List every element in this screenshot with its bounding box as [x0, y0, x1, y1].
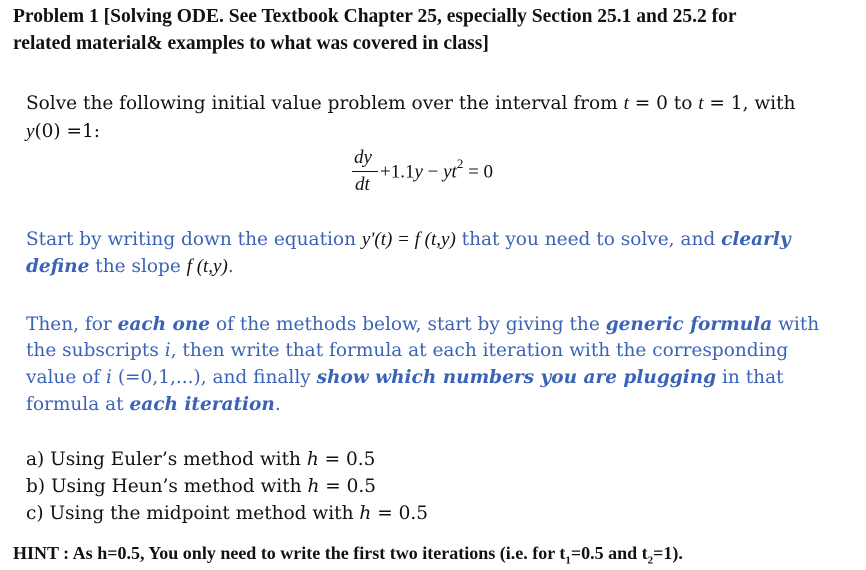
- para2-text-i: formula at: [26, 394, 130, 415]
- fraction-numerator: dy: [354, 147, 372, 168]
- emphasis-each-iteration: each iteration: [129, 394, 275, 415]
- slope-function: f (t,y): [186, 256, 228, 277]
- fraction-denominator: dt: [355, 174, 370, 195]
- eq-exponent: 2: [456, 156, 464, 171]
- eq-minus: −: [422, 161, 444, 183]
- eq-yt: yt: [443, 161, 457, 183]
- method-b-value: = 0.5: [319, 476, 377, 497]
- emphasis-show-numbers: show which numbers you are plugging: [316, 367, 717, 388]
- method-item-a: [26, 449, 375, 470]
- para2-text: Then, for: [26, 314, 118, 335]
- var-h: h: [306, 449, 319, 470]
- method-c-value: = 0.5: [371, 503, 428, 524]
- hint-text-c: =1).: [653, 543, 683, 563]
- emphasis-define: define: [26, 256, 90, 277]
- para2-text-d: the subscripts: [26, 340, 165, 361]
- eq-y: y: [414, 161, 423, 183]
- equation-yprime: y'(t) = f (t,y): [361, 229, 456, 250]
- para1-text-a: Start by writing down the equation: [26, 229, 362, 250]
- intro-text: Solve the following initial value problem over the interval from: [26, 93, 624, 114]
- intro-text-b: = 0 to: [628, 93, 699, 114]
- hint: [13, 543, 683, 567]
- method-item-b: [26, 476, 376, 497]
- eq-equals: = 0: [463, 161, 494, 183]
- method-a-value: = 0.5: [318, 449, 376, 470]
- var-t-2: t: [698, 93, 704, 114]
- para2-text-g: (=0,1,...), and finally: [111, 367, 317, 388]
- para1-line2: [26, 256, 234, 278]
- hint-sub1: 1: [565, 554, 571, 567]
- para2-text-c: with: [772, 314, 820, 335]
- para2-text-h: in that: [716, 367, 784, 388]
- method-b-text: b) Using Heun’s method with: [26, 476, 308, 497]
- fraction-bar: [352, 171, 378, 172]
- intro-line1: [26, 93, 795, 115]
- initial-condition: (0) =1:: [34, 121, 101, 142]
- hint-sub2: 2: [647, 554, 654, 567]
- method-c-text: c) Using the midpoint method with: [26, 503, 360, 524]
- para2-line1: [26, 314, 819, 335]
- emphasis-clearly: clearly: [721, 229, 791, 250]
- para1-text-c: the slope: [89, 256, 187, 277]
- var-t: t: [623, 93, 629, 114]
- var-i: i: [164, 340, 171, 361]
- problem-title-line2: related material& examples to what was covered in class]: [13, 33, 489, 54]
- para2-line3: [26, 367, 784, 388]
- hint-text-b: =0.5 and t: [570, 543, 648, 563]
- para1-line1: [26, 229, 791, 251]
- para2-period: .: [274, 394, 281, 415]
- para1-period: .: [227, 256, 234, 277]
- intro-line2: [26, 121, 100, 143]
- eq-coef: +1.1: [380, 161, 415, 183]
- emphasis-each-one: each one: [117, 314, 211, 335]
- method-a-text: a) Using Euler’s method with: [26, 449, 307, 470]
- method-item-c: [26, 503, 428, 524]
- para2-text-b: of the methods below, start by giving the: [210, 314, 606, 335]
- var-y: y: [26, 121, 35, 142]
- emphasis-generic-formula: generic formula: [605, 314, 773, 335]
- hint-text: HINT : As h=0.5, You only need to write the first two iterations (i.e. for t: [13, 543, 566, 563]
- para1-text-b: that you need to solve, and: [455, 229, 722, 250]
- equation-rest: [380, 158, 493, 183]
- para2-line4: [26, 394, 281, 415]
- problem-title: Problem 1 [Solving ODE. See Textbook Chapter 25, especially Section 25.1 and 25.2 for: [13, 6, 737, 27]
- var-h-3: h: [359, 503, 372, 524]
- para2-line2: [26, 340, 788, 361]
- var-i-2: i: [106, 367, 112, 388]
- intro-text-c: = 1, with: [703, 93, 796, 114]
- var-h-2: h: [307, 476, 320, 497]
- para2-text-e: , then write that formula at each iteration with the corresponding: [170, 340, 789, 361]
- para2-text-f: value of: [26, 367, 107, 388]
